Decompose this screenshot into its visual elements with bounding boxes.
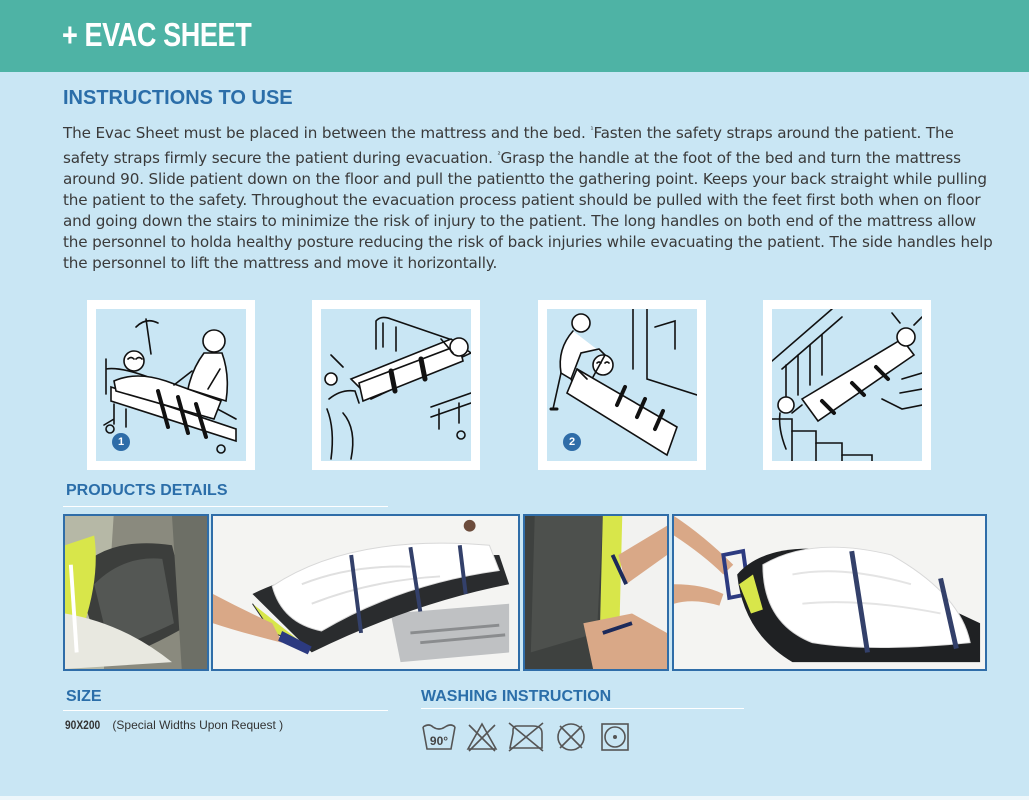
instructions-text: The Evac Sheet must be placed in between the mattress and the bed. $^{^1}$Fasten the safety straps around the patient. The safety straps firmly secure the patient during evacuation. $^{^2}$Grasp the handle at the foot of the bed and turn the mattress around 90. Slide patient down on the floor and pull the patientto the gathering point. Keeps your back straight while pulling the patient to the safety. Throughout the evacuation process patient should be pulled with the feet first both when on floor and going down the stairs to minimize the risk of injury to the patient. The long handles on both end of the mattress allow the personnel to holda healthy posture reducing the risk of back injuries while evacuating the patient. The side handles help the personnel to lift the mattress and move it horizontally. <box>63 124 993 273</box>
no-bleach-icon <box>465 721 499 753</box>
wash-temperature: 90° <box>429 734 449 748</box>
washing-heading-rule <box>421 708 744 709</box>
product-photo-bed <box>211 514 520 671</box>
no-dry-clean-icon <box>555 721 587 753</box>
size-heading-rule <box>63 710 388 711</box>
products-details-heading: PRODUCTS DETAILS <box>66 482 228 499</box>
product-photo-pulling <box>672 514 987 671</box>
wash-90-icon <box>421 721 457 753</box>
products-heading-rule <box>63 506 388 507</box>
size-note: (Special Widths Upon Request ) <box>112 718 284 732</box>
size-value <box>65 718 283 732</box>
stairs-evacuation-illustration <box>763 300 931 470</box>
page-title: + EVAC SHEET <box>62 16 252 53</box>
no-iron-icon <box>507 721 545 753</box>
turn-mattress-illustration <box>312 300 480 470</box>
size-dimensions: 90X200 <box>65 718 101 732</box>
pull-patient-illustration <box>538 300 706 470</box>
instructions-heading: INSTRUCTIONS TO USE <box>63 87 293 109</box>
header-banner <box>0 0 1029 72</box>
step-badge-2: 2 <box>563 433 581 451</box>
strap-patient-illustration <box>87 300 255 470</box>
bottom-border <box>0 796 1029 800</box>
product-photo-corner <box>63 514 209 671</box>
size-heading: SIZE <box>66 688 102 705</box>
tumble-dry-icon <box>599 721 631 753</box>
product-photo-handle <box>523 514 669 671</box>
step-badge-1: 1 <box>112 433 130 451</box>
washing-instruction-heading: WASHING INSTRUCTION <box>421 688 612 705</box>
